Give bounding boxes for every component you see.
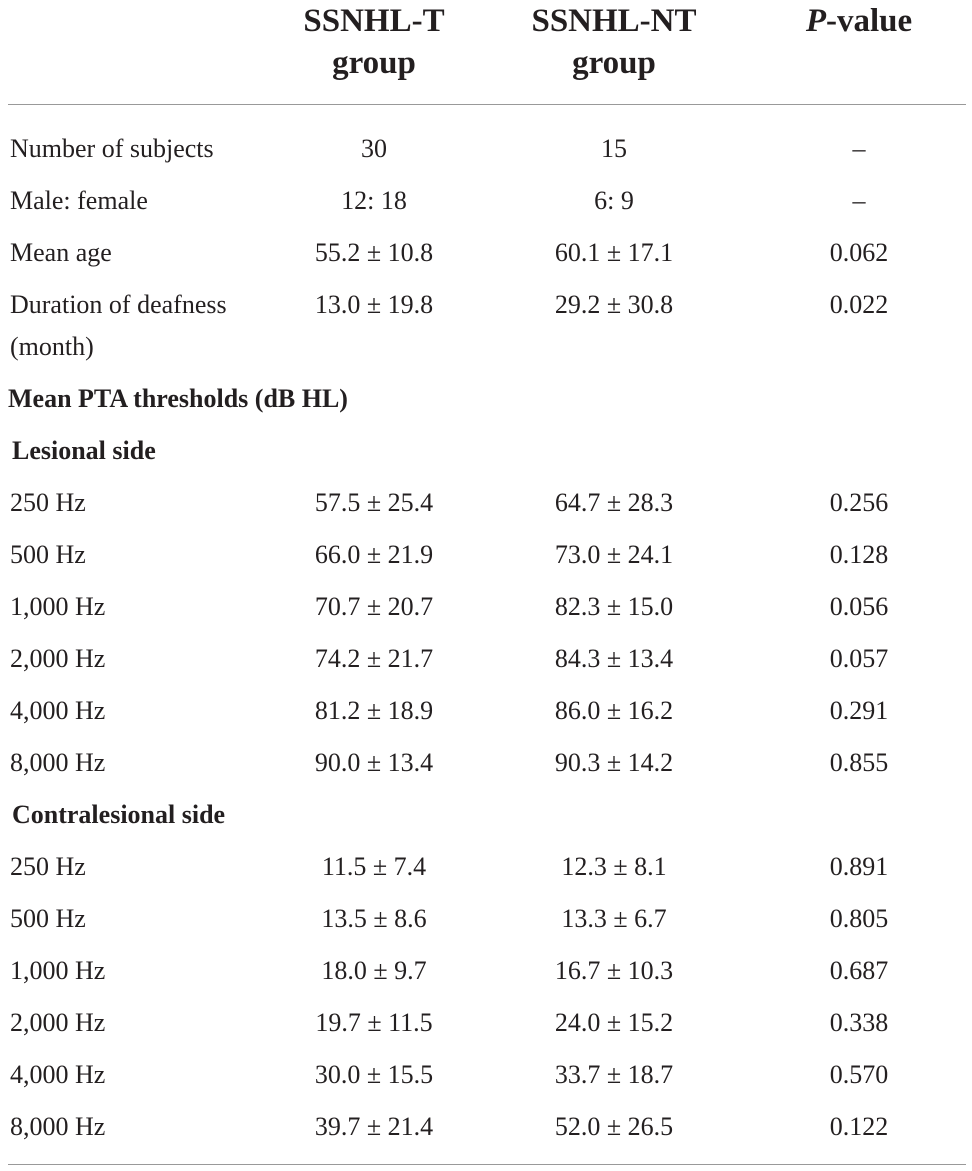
cell-ssnhl-nt: 84.3 ± 13.4 xyxy=(554,644,674,673)
row-label xyxy=(10,482,290,524)
table-row xyxy=(0,128,972,180)
cell-p-value: 0.855 xyxy=(829,748,889,777)
cell-p-value: – xyxy=(852,186,866,215)
cell-ssnhl-nt: 82.3 ± 15.0 xyxy=(554,592,674,621)
subsection-heading: Lesional side xyxy=(12,436,156,465)
cell-ssnhl-t: 30.0 ± 15.5 xyxy=(314,1060,434,1089)
cell-ssnhl-t: 12: 18 xyxy=(341,186,407,215)
cell-ssnhl-t: 13.0 ± 19.8 xyxy=(314,290,434,319)
cell-ssnhl-t: 57.5 ± 25.4 xyxy=(314,488,434,517)
cell-p-value: 0.570 xyxy=(829,1060,889,1089)
row-label-text: 500 Hz xyxy=(10,904,86,933)
cell-p-value: 0.122 xyxy=(829,1112,889,1141)
cell-p-value: 0.128 xyxy=(829,540,889,569)
cell-ssnhl-t: 19.7 ± 11.5 xyxy=(315,1008,433,1037)
header-p-suffix: -value xyxy=(826,3,913,39)
section-heading: Mean PTA thresholds (dB HL) xyxy=(8,384,348,413)
cell-ssnhl-nt: 6: 9 xyxy=(594,186,634,215)
cell-p-value: 0.805 xyxy=(829,904,889,933)
cell-ssnhl-nt: 60.1 ± 17.1 xyxy=(554,238,674,267)
row-label-text: 250 Hz xyxy=(10,852,86,881)
row-label xyxy=(10,690,290,732)
row-label xyxy=(10,638,290,680)
section-row xyxy=(0,378,972,430)
row-label xyxy=(10,846,290,888)
cell-ssnhl-nt: 33.7 ± 18.7 xyxy=(554,1060,674,1089)
table-row xyxy=(0,482,972,534)
cell-ssnhl-t: 90.0 ± 13.4 xyxy=(314,748,434,777)
cell-p-value: 0.057 xyxy=(829,644,889,673)
row-label xyxy=(10,534,290,576)
cell-ssnhl-nt: 64.7 ± 28.3 xyxy=(554,488,674,517)
cell-p-value: 0.687 xyxy=(829,956,889,985)
table-row xyxy=(0,950,972,1002)
cell-p-value: 0.056 xyxy=(829,592,889,621)
table-row xyxy=(0,690,972,742)
table-row xyxy=(0,742,972,794)
table-row xyxy=(0,1106,972,1158)
cell-ssnhl-nt: 15 xyxy=(601,134,627,163)
row-label-text: 8,000 Hz xyxy=(10,748,106,777)
row-label-text: Mean age xyxy=(10,238,112,267)
cell-ssnhl-nt: 13.3 ± 6.7 xyxy=(561,904,667,933)
cell-ssnhl-t: 74.2 ± 21.7 xyxy=(314,644,434,673)
row-label-text: 1,000 Hz xyxy=(10,592,106,621)
table-row xyxy=(0,180,972,232)
cell-p-value: – xyxy=(852,134,866,163)
row-label-text: 2,000 Hz xyxy=(10,1008,106,1037)
row-label-text: Male: female xyxy=(10,186,148,215)
header-ssnhl-nt-group: SSNHL-NT group xyxy=(531,3,697,81)
section-row xyxy=(0,430,972,482)
table-row xyxy=(0,1054,972,1106)
row-label-text: 4,000 Hz xyxy=(10,696,106,725)
header-ssnhl-t-group: SSNHL-T group xyxy=(303,3,445,81)
cell-ssnhl-t: 18.0 ± 9.7 xyxy=(321,956,427,985)
header-p-value xyxy=(756,0,962,100)
row-label xyxy=(10,950,290,992)
row-label xyxy=(10,742,290,784)
cell-ssnhl-t: 39.7 ± 21.4 xyxy=(314,1112,434,1141)
table-row xyxy=(0,1002,972,1054)
row-label xyxy=(10,898,290,940)
row-label-text: Duration of deafness xyxy=(10,290,227,319)
row-label xyxy=(10,232,290,274)
header-label-column xyxy=(0,0,272,100)
cell-ssnhl-t: 55.2 ± 10.8 xyxy=(314,238,434,267)
cell-p-value: 0.022 xyxy=(829,290,889,319)
table-row xyxy=(0,232,972,284)
row-label xyxy=(10,284,290,368)
row-label-text: 500 Hz xyxy=(10,540,86,569)
section-row xyxy=(0,794,972,846)
table-row xyxy=(0,638,972,690)
cell-ssnhl-t: 81.2 ± 18.9 xyxy=(314,696,434,725)
cell-p-value: 0.062 xyxy=(829,238,889,267)
cell-ssnhl-nt: 86.0 ± 16.2 xyxy=(554,696,674,725)
row-label xyxy=(10,1054,290,1096)
cell-ssnhl-t: 11.5 ± 7.4 xyxy=(321,852,427,881)
cell-ssnhl-t: 30 xyxy=(361,134,387,163)
header-p-letter: P xyxy=(805,3,826,39)
row-label-text: 2,000 Hz xyxy=(10,644,106,673)
cell-ssnhl-t: 13.5 ± 8.6 xyxy=(321,904,427,933)
cell-ssnhl-t: 66.0 ± 21.9 xyxy=(314,540,434,569)
row-label-text: 8,000 Hz xyxy=(10,1112,106,1141)
cell-ssnhl-nt: 12.3 ± 8.1 xyxy=(561,852,667,881)
cell-p-value: 0.291 xyxy=(829,696,889,725)
cell-p-value: 0.891 xyxy=(829,852,889,881)
table-row xyxy=(0,284,972,378)
cell-ssnhl-nt: 24.0 ± 15.2 xyxy=(554,1008,674,1037)
row-label-continuation: (month) xyxy=(10,332,94,361)
table-row xyxy=(0,586,972,638)
table-row xyxy=(0,898,972,950)
row-label xyxy=(10,1002,290,1044)
cell-ssnhl-t: 70.7 ± 20.7 xyxy=(314,592,434,621)
cell-ssnhl-nt: 73.0 ± 24.1 xyxy=(554,540,674,569)
cell-ssnhl-nt: 90.3 ± 14.2 xyxy=(554,748,674,777)
cell-ssnhl-nt: 16.7 ± 10.3 xyxy=(554,956,674,985)
header-divider xyxy=(8,104,966,105)
table-row xyxy=(0,846,972,898)
row-label-text: Number of subjects xyxy=(10,134,214,163)
table-row xyxy=(0,534,972,586)
row-label xyxy=(10,586,290,628)
row-label-text: 1,000 Hz xyxy=(10,956,106,985)
row-label xyxy=(10,180,290,222)
cell-ssnhl-nt: 52.0 ± 26.5 xyxy=(554,1112,674,1141)
cell-p-value: 0.256 xyxy=(829,488,889,517)
row-label xyxy=(10,1106,290,1148)
cell-ssnhl-nt: 29.2 ± 30.8 xyxy=(554,290,674,319)
row-label-text: 250 Hz xyxy=(10,488,86,517)
subsection-heading: Contralesional side xyxy=(12,800,226,829)
row-label-text: 4,000 Hz xyxy=(10,1060,106,1089)
cell-p-value: 0.338 xyxy=(829,1008,889,1037)
table-bottom-rule xyxy=(8,1164,966,1165)
row-label xyxy=(10,128,290,170)
